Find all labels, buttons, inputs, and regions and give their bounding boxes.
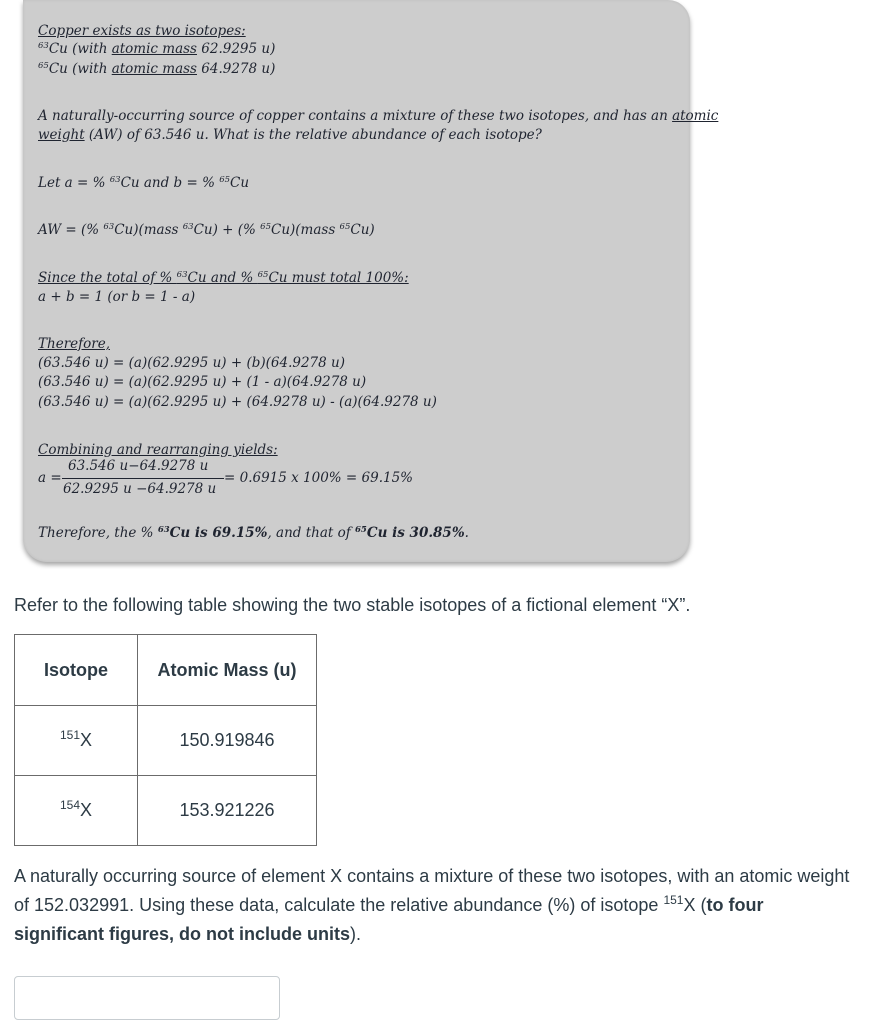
table-row	[15, 776, 317, 846]
isotope-cell: $^{154}$X	[15, 776, 138, 846]
header-isotope: Isotope	[15, 635, 138, 706]
equation-3: (63.546 u) = (a)(62.9295 u) + (64.9278 u) - (a)(64.9278 u)	[38, 394, 437, 410]
table-row	[15, 706, 317, 776]
mass-cell: 153.921226	[138, 776, 317, 846]
table-header-row	[15, 635, 317, 706]
mass-cell: 150.919846	[138, 706, 317, 776]
equation-1: (63.546 u) = (a)(62.9295 u) + (b)(64.9278 u)	[38, 355, 345, 371]
problem-line-2: weight (AW) of 63.546 u. What is the relative abundance of each isotope?	[38, 127, 542, 143]
let-statement: Let a = % $^{63}$Cu and b = % $^{65}$Cu	[38, 175, 250, 191]
atomic-weight-link[interactable]: weight	[38, 127, 85, 143]
problem-line-1: A naturally-occurring source of copper contains a mixture of these two isotopes, and has an atomic	[38, 108, 719, 124]
isotope-63-line: $^{63}$Cu (with atomic mass 62.9295 u)	[38, 41, 276, 57]
question-text: A naturally occurring source of element X contains a mixture of these two isotopes, with an atomic weight of 152.032991. Using these data, calculate the relative abundance (%) of isotope $^{151}$X (to four significant figures, do not include units).	[14, 866, 850, 944]
question-instruction: to four significant figures, do not include units	[14, 895, 764, 944]
header-atomic-mass: Atomic Mass (u)	[138, 635, 317, 706]
atomic-weight-link[interactable]: atomic	[672, 108, 719, 124]
combining-label: Combining and rearranging yields:	[38, 442, 278, 458]
fraction-numerator: 63.546 u−64.9278 u	[68, 458, 209, 474]
fraction-result: = 0.6915 x 100% = 69.15%	[224, 470, 413, 486]
atomic-mass-link[interactable]: atomic mass	[111, 61, 197, 77]
atomic-mass-link[interactable]: atomic mass	[111, 41, 197, 57]
aw-equation: AW = (% $^{63}$Cu)(mass $^{63}$Cu) + (% $^{65}$Cu)(mass $^{65}$Cu)	[38, 222, 375, 238]
conclusion: Therefore, the % $^{63}$Cu is 69.15%, and that of $^{65}$Cu is 30.85%.	[38, 525, 469, 541]
isotope-table	[14, 634, 317, 846]
answer-input[interactable]	[14, 976, 280, 1020]
equation-2: (63.546 u) = (a)(62.9295 u) + (1 - a)(64.9278 u)	[38, 374, 367, 390]
fraction-bar	[62, 478, 224, 479]
example-heading: Copper exists as two isotopes:	[38, 23, 246, 39]
since-statement: Since the total of % $^{63}$Cu and % $^{65}$Cu must total 100%:	[38, 270, 409, 286]
table-intro: Refer to the following table showing the two stable isotopes of a fictional element “X”.	[14, 595, 691, 615]
isotope-65-line: $^{65}$Cu (with atomic mass 64.9278 u)	[38, 61, 276, 77]
isotope-cell: $^{151}$X	[15, 706, 138, 776]
example-card	[23, 0, 719, 562]
therefore-label: Therefore,	[38, 336, 110, 352]
fraction-lhs: a =	[38, 470, 62, 486]
sum-equation: a + b = 1 (or b = 1 - a)	[38, 289, 196, 305]
fraction-denominator: 62.9295 u −64.9278 u	[63, 481, 217, 497]
